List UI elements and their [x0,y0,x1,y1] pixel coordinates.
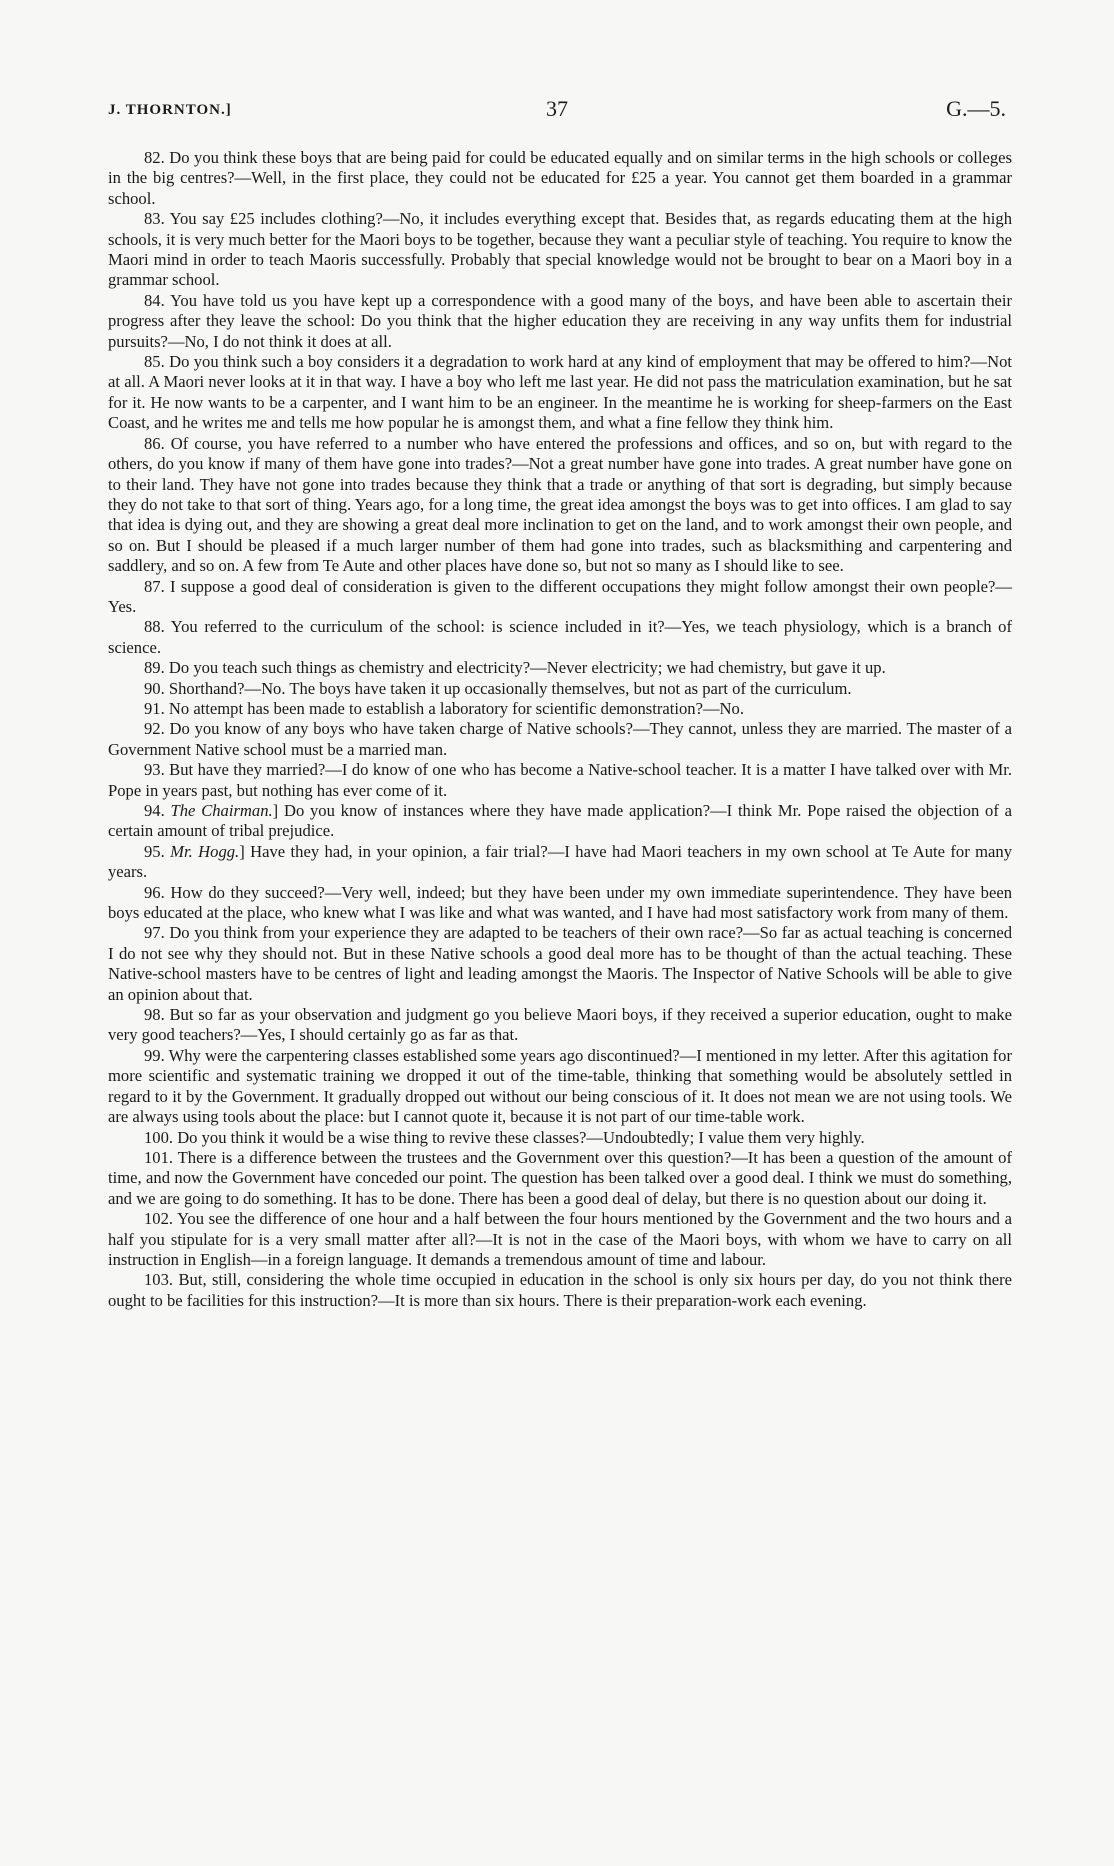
speaker-label: The Chairman. [170,801,273,820]
page-header [108,96,1006,126]
paragraph-text: ] Have they had, in your opinion, a fair trial?—I have had Maori teachers in my own school at Te Aute for many years. [108,841,1012,882]
document-code: G.—5. [946,96,1006,121]
paragraph-90: 90. Shorthand?—No. The boys have taken it up occasionally themselves, but not as part of the curriculum. [144,678,852,698]
paragraph-97: 97. Do you think from your experience they are adapted to be teachers of their own race?—So far as actual teaching is concerned I do not see why they should not. But in these Native schools a good deal more has to be thought of than the actual teaching. These Native-school masters have to be centres of light and leading amongst the Maoris. The Inspector of Native Schools will be able to give an opinion about that. [108,923,1012,1004]
paragraph-94 [108,801,1012,842]
paragraph-102: 102. You see the difference of one hour and a half between the four hours mentioned by the Government and the two hours and a half you stipulate for is a very small matter after all?—It is not in the case of the Maori boys, with whom we have to carry on all instruction in English—in a foreign language. It demands a tremendous amount of time and labour. [108,1209,1012,1269]
paragraph-103: 103. But, still, considering the whole time occupied in education in the school is only six hours per day, do you not think there ought to be facilities for this instruction?—It is more than six hours. There is their preparation-work each evening. [108,1270,1012,1310]
paragraph-100: 100. Do you think it would be a wise thing to revive these classes?—Undoubtedly; I value them very highly. [144,1127,865,1147]
paragraph-98: 98. But so far as your observation and judgment go you believe Maori boys, if they received a superior education, ought to make very good teachers?—Yes, I should certainly go as far as that. [108,1005,1012,1045]
paragraph-84: 84. You have told us you have kept up a correspondence with a good many of the boys, and have been able to ascertain their progress after they leave the school: Do you think that the higher education they are receiving in any way unfits them for industrial pursuits?—No, I do not think it does at all. [108,290,1012,351]
paragraph-89: 89. Do you teach such things as chemistry and electricity?—Never electricity; we had chemistry, but gave it up. [144,658,886,678]
paragraph-83: 83. You say £25 includes clothing?—No, it includes everything except that. Besides that, as regards educating them at the high schools, it is very much better for the Maori boys to be together, because they want a peculiar style of teaching. You require to know the Maori mind in order to teach Maoris successfully. Probably that special knowledge would not be brought to bear on a Maori boy in a grammar school. [108,209,1012,290]
paragraph-93: 93. But have they married?—I do know of one who has become a Native-school teacher. It is a matter I have talked over with Mr. Pope in years past, but nothing has ever come of it. [108,760,1012,800]
paragraph-101: 101. There is a difference between the trustees and the Government over this question?—It has been a question of the amount of time, and now the Government have conceded our point. The question has been talked over a good deal. I think we must do something, and we are going to do something. It has to be done. There has been a good deal of delay, but there is no question about our doing it. [108,1147,1012,1208]
paragraph-text: ] Do you know of instances where they have made application?—I think Mr. Pope raised the objection of a certain amount of tribal prejudice. [108,801,1012,841]
paragraph-88: 88. You referred to the curriculum of the school: is science included in it?—Yes, we teach physiology, which is a branch of science. [108,617,1012,657]
paragraph-85: 85. Do you think such a boy considers it a degradation to work hard at any kind of employment that may be offered to him?—Not at all. A Maori never looks at it in that way. I have a boy who left me last year. He did not pass the matriculation examination, but he sat for it. He now wants to be a carpenter, and I want him to be an engineer. In the meantime he is working for sheep-farmers on the East Coast, and he writes me and tells me how popular he is amongst them, and what a fine fellow they think him. [108,352,1012,433]
paragraph-82: 82. Do you think these boys that are being paid for could be educated equally and on similar terms in the high schools or colleges in the big centres?—Well, in the first place, they could not be educated for £25 a year. You cannot get them boarded in a grammar school. [108,148,1012,208]
speaker-label: Mr. Hogg. [170,841,240,861]
paragraph-86: 86. Of course, you have referred to a number who have entered the professions and offices, and so on, but with regard to the others, do you know if many of them have gone into trades?—Not a great number have gone into trades. A great number have gone on to their land. They have not gone into trades because they think that a trade or anything of that sort is degrading, but simply because they do not take to that sort of thing. Years ago, for a long time, the great idea amongst the boys was to get into offices. I am glad to say that idea is dying out, and they are showing a great deal more inclination to get on the land, and to work amongst their own people, and so on. But I should be pleased if a much larger number of them had gone into trades, such as blacksmithing and carpentering and saddlery, and so on. A few from Te Aute and other places have done so, but not so many as I should like to see. [108,433,1012,576]
paragraph-99: 99. Why were the carpentering classes established some years ago discontinued?—I mentioned in my letter. After this agitation for more scientific and systematic training we dropped it out of the time-table, thinking that something would be absolutely settled in regard to it by the Government. It gradually dropped out without our being conscious of it. It does not mean we are not using tools. We are always using tools about the place: but I cannot quote it, because it is not part of our time-table work. [108,1045,1012,1127]
paragraph-91: 91. No attempt has been made to establish a laboratory for scientific demonstration?—No. [144,698,744,718]
question-number: 94. [144,801,165,820]
page-number: 37 [546,96,568,121]
paragraph-92: 92. Do you know of any boys who have taken charge of Native schools?—They cannot, unless they are married. The master of a Government Native school must be a married man. [108,719,1012,759]
paragraph-87: 87. I suppose a good deal of consideration is given to the different occupations they might follow amongst their own people?—Yes. [108,576,1012,616]
transcript-body [108,148,1012,1311]
paragraph-95 [108,842,1012,883]
question-number: 95. [144,841,165,861]
witness-name: J. THORNTON.] [108,102,232,118]
paragraph-96: 96. How do they succeed?—Very well, indeed; but they have been under my own immediate superintendence. They have been boys educated at the place, who knew what I was like and what was wanted, and I have had most satisfactory work from many of them. [108,882,1012,923]
